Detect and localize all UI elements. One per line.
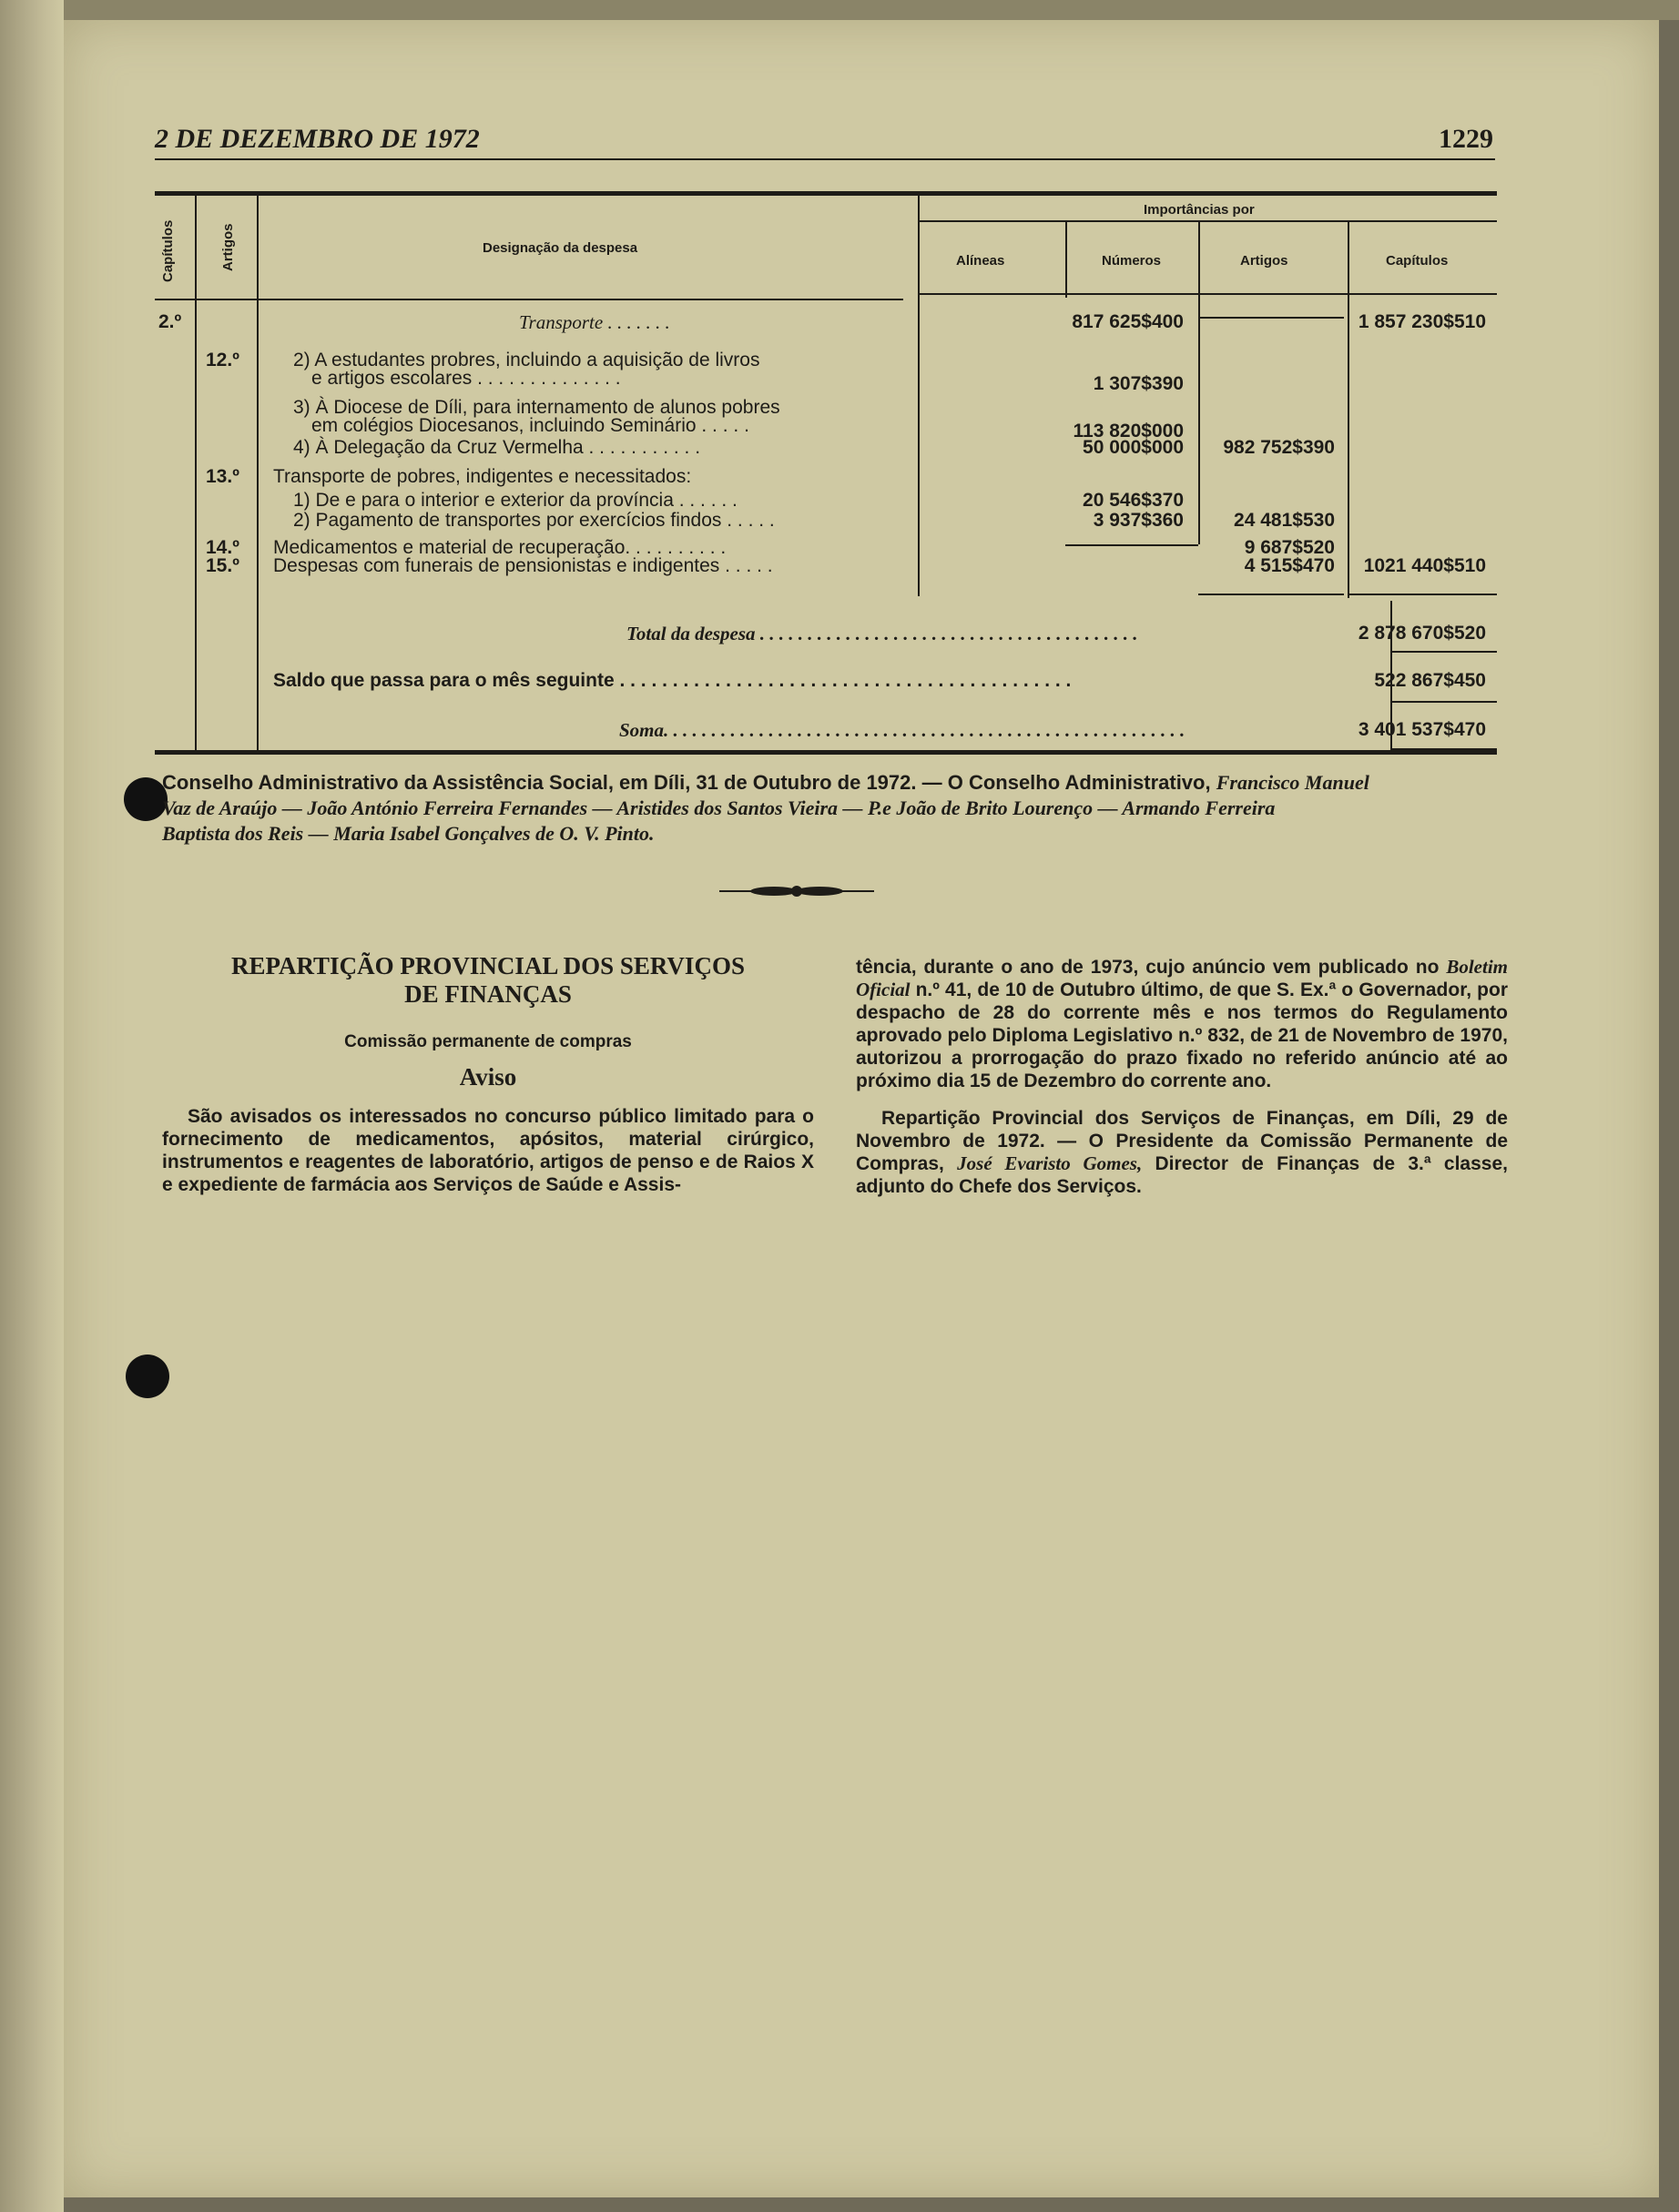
total-value: 522 867$450 <box>1374 670 1486 691</box>
notice-title <box>162 952 814 1009</box>
header-importancias: Importâncias por <box>1144 202 1255 218</box>
row-numero: 817 625$400 <box>1072 311 1184 332</box>
header-artigos: Artigos <box>220 223 236 271</box>
row-description: 3) À Diocese de Díli, para internamento de alunos pobres <box>293 397 780 418</box>
table-bottom-rule <box>155 750 1497 755</box>
paragraph-text: Director de Finanças de 3.ª classe, adjunto do Chefe dos Serviços. <box>856 1153 1508 1197</box>
subtotal-rule <box>1349 594 1497 595</box>
paragraph-text: Repartição Provincial dos Serviços de Finanças, em Díli, 29 de Novembro de 1972. — O Presidente da Comissão Permanente de Compras, <box>856 1108 1508 1174</box>
divider-ornament <box>719 883 874 899</box>
header-date: 2 DE DEZEMBRO DE 1972 <box>155 124 480 154</box>
row-artigo-total: 4 515$470 <box>1244 555 1335 576</box>
row-numero: 113 820$000 <box>1073 421 1184 441</box>
row-numero: 3 937$360 <box>1093 510 1184 531</box>
header-capitulos-col: Capítulos <box>1386 253 1449 269</box>
notice-subtitle: Comissão permanente de compras <box>344 1032 632 1051</box>
subtotal-rule <box>1198 317 1344 319</box>
signature-line: Conselho Administrativo da Assistência Social, em Díli, 31 de Outubro de 1972. — O Conselho Administrativo, <box>162 771 1211 794</box>
notice-title-line: REPARTIÇÃO PROVINCIAL DOS SERVIÇOS <box>231 952 745 979</box>
row-description: e artigos escolares . . . . . . . . . . . . . . <box>311 368 621 389</box>
row-description: Medicamentos e material de recuperação. . . . . . . . . . <box>273 537 727 558</box>
row-artigo-total: 24 481$530 <box>1234 510 1335 531</box>
paragraph-text: n.º 41, de 10 de Outubro último, de que S. Ex.ª o Governador, por despacho de 28 do corrente mês e nos termos do Regulamento aprovado pelo Diploma Legislativo n.º 832, de 21 de Novembro de 1970, autorizou a prorrogação do prazo fixado no referido anúncio até ao próximo dia 15 de Dezembro do corrente ano. <box>856 979 1508 1091</box>
notice-paragraph <box>856 956 1508 1092</box>
header-numeros: Números <box>1102 253 1162 269</box>
row-numero: 20 546$370 <box>1083 490 1184 511</box>
row-artigo: 15.º <box>206 555 239 576</box>
row-description: em colégios Diocesanos, incluindo Seminário . . . . . <box>311 415 749 436</box>
header-capitulos: Capítulos <box>160 219 176 282</box>
table-header-rule <box>920 293 1497 295</box>
header-rule <box>155 158 1495 160</box>
notice-title-line: DE FINANÇAS <box>404 980 572 1008</box>
col-divider <box>1348 220 1349 598</box>
row-description: 1) De e para o interior e exterior da província . . . . . . <box>293 490 738 511</box>
col-divider <box>918 196 920 596</box>
row-capitulo-total: 1021 440$510 <box>1363 555 1486 576</box>
header-artigos-col: Artigos <box>1240 253 1288 269</box>
publication-name: Boletim Oficial <box>856 956 1508 1000</box>
header-designacao: Designação da despesa <box>483 240 638 256</box>
row-artigo: 13.º <box>206 466 239 487</box>
table-subheader-rule <box>920 220 1497 222</box>
total-label: Saldo que passa para o mês seguinte . . . . . . . . . . . . . . . . . . . . . . . . . . . . . . . . . . . . . . . . . . . <box>273 670 1072 691</box>
notice-heading: Aviso <box>459 1063 517 1091</box>
paragraph-text: tência, durante o ano de 1973, cujo anúncio vem publicado no <box>856 957 1440 978</box>
page-binding <box>0 0 64 2212</box>
row-artigo-total: 982 752$390 <box>1223 437 1335 458</box>
total-label: Total da despesa . . . . . . . . . . . . . . . . . . . . . . . . . . . . . . . . . . . . . . . . <box>626 623 1138 644</box>
row-description: Transporte . . . . . . . <box>519 311 670 333</box>
notice-left-column <box>162 952 814 1196</box>
col-divider <box>1198 220 1200 544</box>
row-artigo-total: 9 687$520 <box>1244 537 1335 558</box>
page-number: 1229 <box>1439 124 1493 154</box>
row-description: 2) Pagamento de transportes por exercícios findos . . . . . <box>293 510 775 531</box>
row-description: Despesas com funerais de pensionistas e indigentes . . . . . <box>273 555 773 576</box>
row-capitulo: 2.º <box>158 311 182 332</box>
row-numero: 1 307$390 <box>1093 373 1184 394</box>
council-signature <box>162 770 1511 847</box>
col-divider <box>195 196 197 751</box>
total-rule <box>1390 651 1497 653</box>
expense-table <box>155 191 1497 754</box>
notice-paragraph <box>856 1107 1508 1198</box>
page-edge <box>64 0 1679 20</box>
punch-hole <box>124 777 168 821</box>
page-header <box>155 124 1493 157</box>
subtotal-rule <box>1198 594 1344 595</box>
row-description: 2) A estudantes probres, incluindo a aquisição de livros <box>293 350 760 370</box>
header-alineas: Alíneas <box>956 253 1005 269</box>
row-description: Transporte de pobres, indigentes e necessitados: <box>273 466 692 487</box>
signature-names: Baptista dos Reis — Maria Isabel Gonçalves de O. V. Pinto. <box>162 822 655 845</box>
row-capitulo-total: 1 857 230$510 <box>1358 311 1486 332</box>
total-rule <box>1390 701 1497 703</box>
col-divider <box>1065 220 1067 298</box>
total-value: 2 878 670$520 <box>1358 623 1486 644</box>
row-artigo: 12.º <box>206 350 239 370</box>
signature-names: Francisco Manuel <box>1216 771 1369 794</box>
notice-right-column <box>856 956 1508 1198</box>
punch-hole <box>126 1355 169 1398</box>
row-artigo: 14.º <box>206 537 239 558</box>
table-top-rule <box>155 191 1497 196</box>
signature-names: Vaz de Araújo — João António Ferreira Fernandes — Aristides dos Santos Vieira — P.e João de Brito Lourenço — Armando Ferreira <box>162 797 1276 819</box>
col-divider <box>257 196 259 751</box>
total-label: Soma. . . . . . . . . . . . . . . . . . . . . . . . . . . . . . . . . . . . . . . . . . . . . . . . . . . . . . . <box>619 719 1185 741</box>
row-numero: 50 000$000 <box>1083 437 1184 458</box>
subtotal-rule <box>1065 544 1198 546</box>
table-header-rule <box>155 299 903 300</box>
notice-paragraph: São avisados os interessados no concurso público limitado para o fornecimento de medicamentos, apósitos, material cirúrgico, instrumentos e reagentes de laboratório, artigos de penso e de Raios X e expediente de farmácia aos Serviços de Saúde e Assis- <box>162 1106 814 1195</box>
signatory-name: José Evaristo Gomes, <box>957 1152 1143 1174</box>
total-value: 3 401 537$470 <box>1358 719 1486 740</box>
row-description: 4) À Delegação da Cruz Vermelha . . . . . . . . . . . <box>293 437 701 458</box>
